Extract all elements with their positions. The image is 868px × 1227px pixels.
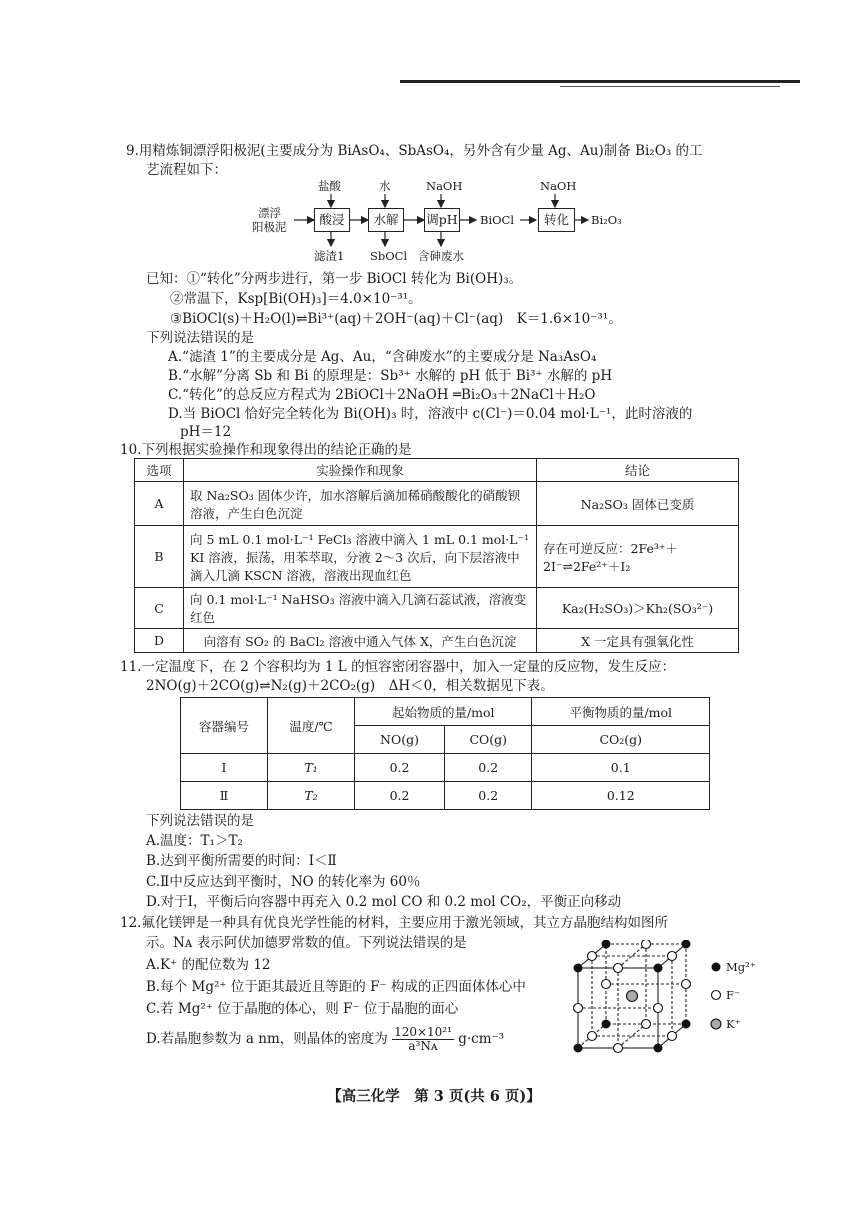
table-row	[135, 588, 739, 629]
input-naoh-2: NaOH	[540, 179, 577, 193]
table-row	[135, 629, 739, 653]
q11-row1-no: 0.2	[355, 754, 445, 782]
q11-line2: 2NO(g)＋2CO(g)⇌N₂(g)＋2CO₂(g) ΔH＜0，相关数据见下表。	[146, 678, 554, 694]
legend-f: F⁻	[726, 988, 741, 1002]
q9-option-a: A.“滤渣 1”的主要成分是 Ag、Au，“含砷废水”的主要成分是 Na₃AsO₄	[168, 349, 597, 365]
q11-option-a: A.温度：T₁＞T₂	[146, 833, 243, 849]
step-acid-leach: 酸浸	[314, 208, 350, 232]
q10-stem: 10.下列根据实验操作和现象得出的结论正确的是	[120, 442, 412, 458]
q9-option-d1: D.当 BiOCl 恰好完全转化为 Bi(OH)₃ 时，溶液中 c(Cl⁻)＝0.04 mol·L⁻¹，此时溶液的	[168, 406, 693, 422]
table-row	[135, 526, 739, 588]
density-fraction	[392, 1026, 454, 1053]
q10-header-conclusion: 结论	[537, 459, 739, 482]
top-rule-thin	[560, 86, 780, 87]
output-wastewater: 含砷废水	[418, 249, 464, 263]
q11-header-co2: CO₂(g)	[532, 726, 710, 754]
q11-row2-id: Ⅱ	[181, 782, 268, 810]
q10-table	[134, 458, 739, 653]
q9-flowchart	[250, 178, 630, 263]
q9-line2: 艺流程如下：	[146, 162, 227, 178]
input-water: 水	[379, 179, 391, 193]
q9-line1: 9.用精炼铜漂浮阳极泥(主要成分为 BiAsO₄、SbAsO₄，另外含有少量 Ag、Au)制备 Bi₂O₃ 的工	[126, 143, 703, 159]
top-rule	[400, 80, 800, 83]
q10-row-a-operation: 取 Na₂SO₃ 固体少许，加水溶解后滴加稀硝酸酸化的硝酸钡溶液，产生白色沉淀	[184, 482, 537, 526]
q9-option-b: B.“水解”分离 Sb 和 Bi 的原理是：Sb³⁺ 水解的 pH 低于 Bi³⁺ 水解的 pH	[168, 368, 613, 384]
q10-row-c-operation: 向 0.1 mol·L⁻¹ NaHSO₃ 溶液中滴入几滴石蕊试液，溶液变红色	[184, 588, 537, 629]
q10-row-d-conclusion: X 一定具有强氧化性	[537, 629, 739, 653]
q10-row-d-option: D	[135, 629, 184, 653]
q10-row-c-conclusion: Ka₂(H₂SO₃)＞Kh₂(SO₃²⁻)	[537, 588, 739, 629]
q11-option-d: D.对于Ⅰ，平衡后向容器中再充入 0.2 mol CO 和 0.2 mol CO₂，平衡正向移动	[146, 894, 622, 910]
q9-known2: ②常温下，Ksp[Bi(OH)₃]＝4.0×10⁻³¹。	[170, 291, 422, 307]
density-unit: g·cm⁻³	[458, 1031, 505, 1047]
q9-known3: ③BiOCl(s)＋H₂O(l)⇌Bi³⁺(aq)＋2OH⁻(aq)＋Cl⁻(aq) K＝1.6×10⁻³¹。	[170, 311, 622, 327]
page-footer: 【高三化学 第 3 页(共 6 页)】	[327, 1088, 541, 1105]
q12-option-a: A.K⁺ 的配位数为 12	[146, 957, 271, 973]
output-residue: 滤渣1	[314, 249, 345, 263]
crystal-cell-figure	[570, 940, 770, 1055]
q12-line1: 12.氟化镁钾是一种具有优良光学性能的材料，主要应用于激光领域，其立方晶胞结构如图所	[120, 915, 668, 931]
q11-header-eq: 平衡物质的量/mol	[532, 698, 710, 726]
q10-row-c-option: C	[135, 588, 184, 629]
input-naoh-1: NaOH	[426, 179, 463, 193]
q10-row-b-operation: 向 5 mL 0.1 mol·L⁻¹ FeCl₃ 溶液中滴入 1 mL 0.1 mol·L⁻¹ KI 溶液，振荡，用苯萃取，分液 2～3 次后，向下层溶液中滴入几滴 KSCN 溶液，溶液出现血红色	[184, 526, 537, 588]
legend-mg: Mg²⁺	[726, 960, 756, 974]
q11-row1-co: 0.2	[445, 754, 532, 782]
q11-row2-co: 0.2	[445, 782, 532, 810]
q11-row1-temp: T₁	[268, 754, 355, 782]
table-row	[181, 782, 710, 810]
q11-header-temp: 温度/℃	[268, 698, 355, 754]
q11-row2-no: 0.2	[355, 782, 445, 810]
q11-header-vessel: 容器编号	[181, 698, 268, 754]
product-bi2o3: Bi₂O₃	[591, 213, 622, 227]
q9-known1: 已知：①“转化”分两步进行，第一步 BiOCl 转化为 Bi(OH)₃。	[146, 271, 523, 287]
q9-option-c: C.“转化”的总反应方程式为 2BiOCl＋2NaOH ═Bi₂O₃＋2NaCl＋H₂O	[168, 387, 596, 403]
density-numerator: 120×10²¹	[394, 1025, 452, 1039]
q12-option-d-prefix: D.若晶胞参数为 a nm，则晶体的密度为	[146, 1031, 388, 1047]
step-adjust-ph: 调pH	[424, 208, 460, 232]
q11-header-no: NO(g)	[355, 726, 445, 754]
q12-option-c: C.若 Mg²⁺ 位于晶胞的体心，则 F⁻ 位于晶胞的面心	[146, 1001, 459, 1017]
q12-option-d	[146, 1026, 504, 1053]
q10-header-option: 选项	[135, 459, 184, 482]
q11-header-start: 起始物质的量/mol	[355, 698, 532, 726]
step-hydrolysis: 水解	[368, 208, 404, 232]
start-material-l1: 漂浮	[258, 206, 281, 220]
q10-header-operation: 实验操作和现象	[184, 459, 537, 482]
q10-row-d-operation: 向溶有 SO₂ 的 BaCl₂ 溶液中通入气体 X，产生白色沉淀	[184, 629, 537, 653]
step-conversion: 转化	[538, 208, 575, 232]
q11-row2-temp: T₂	[268, 782, 355, 810]
input-hcl: 盐酸	[318, 179, 341, 193]
q12-line2: 示。Nᴀ 表示阿伏加德罗常数的值。下列说法错误的是	[146, 935, 467, 951]
q10-row-b-option: B	[135, 526, 184, 588]
q10-row-a-conclusion: Na₂SO₃ 固体已变质	[537, 482, 739, 526]
q11-option-c: C.Ⅱ中反应达到平衡时，NO 的转化率为 60％	[146, 874, 421, 890]
q11-header-co: CO(g)	[445, 726, 532, 754]
q11-option-b: B.达到平衡所需要的时间：Ⅰ＜Ⅱ	[146, 853, 337, 869]
table-row	[181, 754, 710, 782]
q10-row-a-option: A	[135, 482, 184, 526]
q11-row2-co2: 0.12	[532, 782, 710, 810]
q11-row1-co2: 0.1	[532, 754, 710, 782]
legend-k: K⁺	[726, 1017, 741, 1031]
q11-row1-id: Ⅰ	[181, 754, 268, 782]
table-row	[135, 482, 739, 526]
intermediate-biocl: BiOCl	[480, 213, 515, 227]
q11-table	[180, 697, 710, 810]
start-material-l2: 阳极泥	[252, 220, 287, 234]
q11-line1: 11.一定温度下，在 2 个容积均为 1 L 的恒容密闭容器中，加入一定量的反应物，发生反应：	[120, 659, 676, 675]
output-sbocl: SbOCl	[370, 249, 408, 263]
density-denominator: a³Nᴀ	[408, 1039, 438, 1053]
q10-row-b-conclusion: 存在可逆反应：2Fe³⁺＋2I⁻⇌2Fe²⁺＋I₂	[537, 526, 739, 588]
q9-option-d2: pH＝12	[180, 424, 232, 440]
q9-stem: 下列说法错误的是	[146, 330, 254, 346]
q11-stem: 下列说法错误的是	[146, 813, 254, 829]
q12-option-b: B.每个 Mg²⁺ 位于距其最近且等距的 F⁻ 构成的正四面体体心中	[146, 979, 526, 995]
